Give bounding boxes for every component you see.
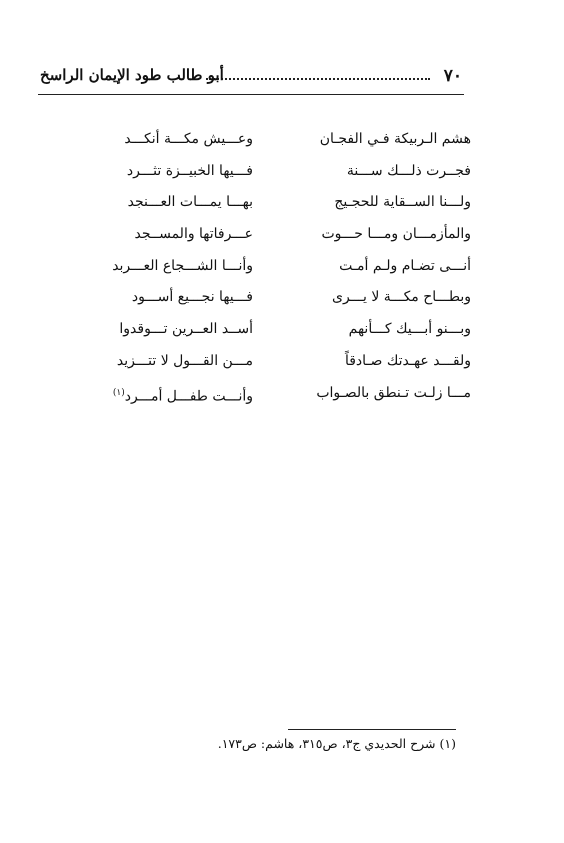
header-dotted-leader [206, 78, 430, 80]
poem-left-column [68, 124, 253, 409]
footnote: (١) شرح الحديدي ج٣، ص٣١٥، هاشم: ص١٧٣. [217, 736, 456, 751]
verse-right-2: فجــرت ذلـــك ســـنة [346, 162, 471, 179]
verse-right-3: ولـــنا الســقاية للحجـيج [334, 194, 471, 211]
verse-left-4: عـــرفاتها والمســجد [134, 226, 253, 243]
verse-left-6: فـــيها نجـــيع أســـود [131, 289, 253, 306]
verse-right-1: هشم الـربيكة فـي الفجـان [319, 131, 471, 147]
footnote-rule [288, 729, 456, 730]
footnote-marker: (١) [112, 387, 125, 398]
verse-right-8: ولقـــد عهـدتك صـادقاً [344, 352, 471, 369]
verse-right-9: مـــا زلـت تـنطق بالصـواب [316, 384, 471, 401]
verse-right-7: وبـــنو أبـــيك كـــأنهم [348, 321, 471, 338]
verse-left-7: أســد العــرين تـــوقدوا [119, 321, 253, 338]
running-title: أبو طالب طود الإيمان الراسخ [40, 66, 224, 84]
page-header [40, 66, 462, 90]
verse-left-1: وعـــيش مكـــة أنكـــد [124, 131, 253, 147]
verse-left-9-text: وأنـــت طفـــل أمـــرد [124, 388, 253, 405]
verse-right-5: أنـــى تضـام ولـم أمـت [339, 257, 471, 274]
verse-left-2: فـــيها الخبيــزة تثـــرد [126, 162, 253, 179]
verse-left-5: وأنـــا الشـــجاع العـــربد [112, 257, 253, 274]
verse-right-6: وبطـــاح مكـــة لا يـــرى [331, 289, 471, 306]
header-rule [38, 94, 464, 95]
page-number: ٧٠ [443, 66, 462, 86]
verse-left-9 [68, 378, 253, 410]
verse-left-8: مـــن القـــول لا تتـــزيد [116, 352, 253, 369]
verse-left-3: بهـــا يمـــات العـــنجد [127, 194, 253, 211]
verse-right-4: والمأزمـــان ومـــا حـــوت [321, 226, 471, 243]
poem-right-column [291, 124, 471, 409]
